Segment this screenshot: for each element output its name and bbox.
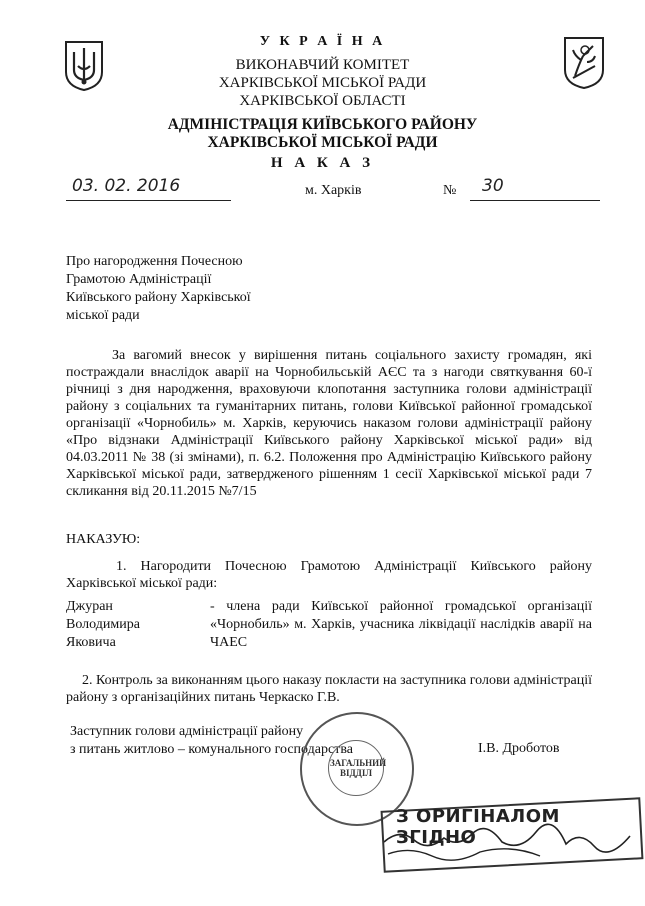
subject-line: міської ради <box>66 308 140 323</box>
awardee-patronymic: Яковича <box>66 635 116 650</box>
awardee-first-name: Володимира <box>66 617 140 632</box>
order-number-label: № <box>443 183 457 198</box>
document-type: Н А К А З <box>270 155 375 171</box>
order-item-2 <box>66 672 592 706</box>
order-city: м. Харків <box>305 183 362 198</box>
admin-line-2: ХАРКІВСЬКОЇ МІСЬКОЇ РАДИ <box>207 134 438 151</box>
order-subject <box>66 253 326 325</box>
subject-line: Про нагородження Почесною <box>66 254 243 269</box>
order-date <box>66 176 231 201</box>
signatory-position-line-2: з питань житлово – комунального господарства <box>70 742 353 757</box>
country-name: У К Р А Ї Н А <box>259 34 386 49</box>
admin-line-1: АДМІНІСТРАЦІЯ КИЇВСЬКОГО РАЙОНУ <box>167 116 478 133</box>
order-number-value: 30 <box>482 176 504 196</box>
preamble-text: За вагомий внесок у вирішення питань соціального захисту громадян, які постраждали внаслідок аварії на Чорнобильській АЄС та з нагоди святкування 60-ї річниці з дня народження, враховуючи клопотання заступника голови адміністрації району з соціальних та гуманітарних питань, голови Київської районної громадської організації «Чорнобиль» м. Харків, керуючись наказом голови адміністрації району «Про відзнаки Адміністрації Київського району Харківської міської ради» від 04.03.2011 № 38 (зі змінами), п. 6.2. Положення про Адміністрацію Київського району Харківської міської ради, затвердженого рішенням 1 сесії Харківської міської ради 7 скликання від 20.11.2015 №7/15 <box>66 348 592 499</box>
certified-copy-label: З ОРИГІНАЛОМ ЗГІДНО <box>396 806 560 848</box>
subject-line: Грамотою Адміністрації <box>66 272 212 287</box>
order-item-1 <box>66 558 592 592</box>
committee-line-1: ВИКОНАВЧИЙ КОМІТЕТ <box>235 57 410 73</box>
awardee-reason: - члена ради Київської районної громадської організації «Чорнобиль» м. Харків, учасника ліквідації наслідків аварії на ЧАЕС <box>210 599 592 650</box>
order-date-value: 03. 02. 2016 <box>72 176 181 196</box>
awardee-surname: Джуран <box>66 599 113 614</box>
order-word: НАКАЗУЮ: <box>66 532 141 547</box>
order-number <box>470 176 600 201</box>
awardee-name <box>66 598 140 652</box>
committee-line-3: ХАРКІВСЬКОЇ ОБЛАСТІ <box>239 93 406 109</box>
preamble-paragraph <box>66 347 592 500</box>
signatory-name: І.В. Дроботов <box>478 741 560 756</box>
signatory-position-line-1: Заступник голови адміністрації району <box>70 724 304 739</box>
order-item-1-text: 1. Нагородити Почесною Грамотою Адміністрації Київського району Харківської міської ради: <box>66 559 592 591</box>
subject-line: Київського району Харківської <box>66 290 251 305</box>
round-stamp-label: ЗАГАЛЬНИЙ ВІДДІЛ <box>330 758 387 778</box>
committee-line-2: ХАРКІВСЬКОЇ МІСЬКОЇ РАДИ <box>218 75 427 91</box>
order-item-2-text: 2. Контроль за виконанням цього наказу покласти на заступника голови адміністрації району з організаційних питань Черкаско Г.В. <box>66 673 593 705</box>
